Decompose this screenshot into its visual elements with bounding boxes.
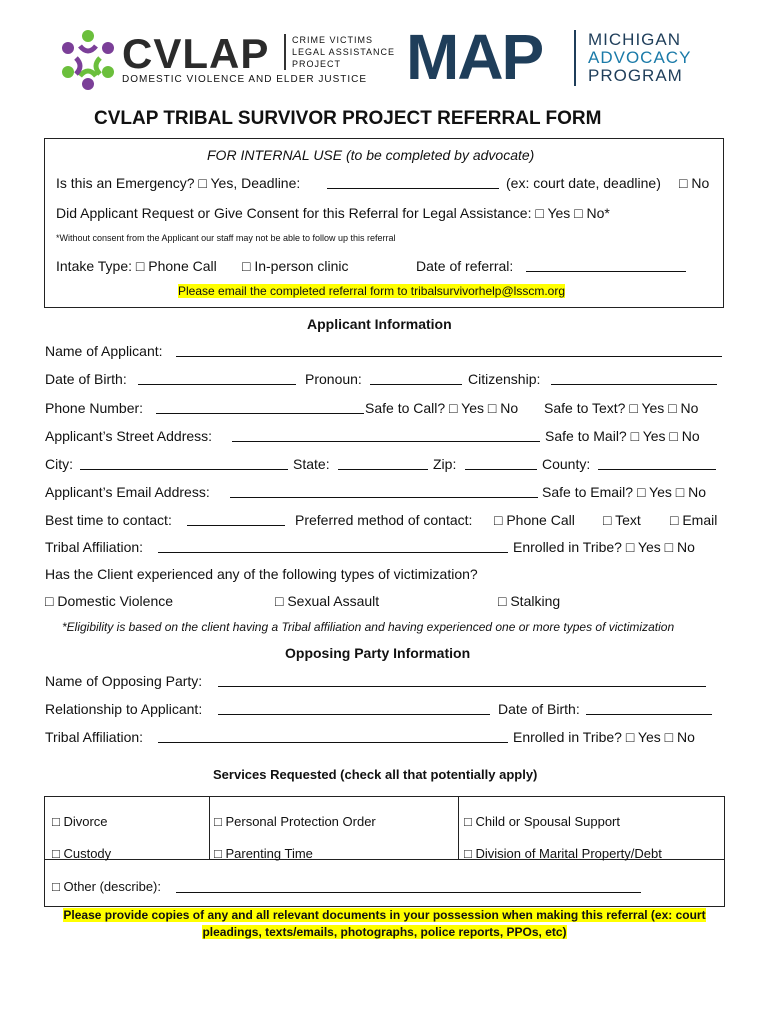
services-heading: Services Requested (check all that potentially apply) (213, 767, 538, 782)
opposing-dob-field[interactable] (586, 702, 712, 715)
opposing-tribal-field[interactable] (158, 730, 508, 743)
service-custody[interactable]: □ Custody (52, 846, 112, 861)
service-marital-property[interactable]: □ Division of Marital Property/Debt (464, 846, 662, 861)
county-field[interactable] (598, 457, 716, 470)
emergency-hint: (ex: court date, deadline) (506, 175, 661, 191)
phone-field[interactable] (156, 401, 364, 414)
tribal-affiliation-label: Tribal Affiliation: (45, 539, 144, 555)
date-of-referral-label: Date of referral: (416, 258, 514, 274)
county-label: County: (542, 456, 591, 472)
intake-type-phone[interactable]: Intake Type: □ Phone Call (56, 258, 217, 274)
best-time-label: Best time to contact: (45, 512, 172, 528)
relationship-field[interactable] (218, 702, 490, 715)
map-logo (406, 21, 726, 93)
enrolled-in-tribe[interactable]: Enrolled in Tribe? □ Yes □ No (513, 539, 695, 555)
city-field[interactable] (80, 457, 288, 470)
citizenship-label: Citizenship: (468, 371, 541, 387)
safe-to-mail[interactable]: Safe to Mail? □ Yes □ No (545, 428, 700, 444)
map-line-3: PROGRAM (588, 66, 683, 85)
zip-field[interactable] (465, 457, 537, 470)
consent-question[interactable]: Did Applicant Request or Give Consent for this Referral for Legal Assistance: □ Yes □ No* (56, 205, 610, 221)
victimization-question: Has the Client experienced any of the following types of victimization? (45, 566, 478, 582)
method-phone-checkbox[interactable]: □ Phone Call (494, 512, 575, 528)
service-parenting-time[interactable]: □ Parenting Time (214, 846, 313, 861)
applicant-name-label: Name of Applicant: (45, 343, 163, 359)
stalking-checkbox[interactable]: □ Stalking (498, 593, 561, 609)
service-ppo[interactable]: □ Personal Protection Order (214, 814, 376, 829)
cvlap-wordmark: CVLAP (122, 30, 270, 77)
opposing-name-field[interactable] (218, 674, 706, 687)
opposing-tribal-label: Tribal Affiliation: (45, 729, 144, 745)
map-line-2: ADVOCACY (588, 48, 692, 67)
consent-note: *Without consent from the Applicant our staff may not be able to follow up this referral (56, 233, 396, 243)
service-divorce[interactable]: □ Divorce (52, 814, 108, 829)
zip-label: Zip: (433, 456, 457, 472)
cvlap-tagline: DOMESTIC VIOLENCE AND ELDER JUSTICE (122, 74, 368, 85)
internal-heading: FOR INTERNAL USE (to be completed by advocate) (207, 147, 535, 163)
sexual-assault-checkbox[interactable]: □ Sexual Assault (275, 593, 380, 609)
state-label: State: (293, 456, 330, 472)
email-field[interactable] (230, 485, 538, 498)
pronoun-field[interactable] (370, 372, 462, 385)
dob-field[interactable] (138, 372, 296, 385)
map-wordmark: MAP (406, 21, 543, 93)
preferred-method-label: Preferred method of contact: (295, 512, 473, 528)
citizenship-field[interactable] (551, 372, 717, 385)
phone-label: Phone Number: (45, 400, 144, 416)
relationship-label: Relationship to Applicant: (45, 701, 203, 717)
service-other-field[interactable] (176, 880, 641, 893)
method-email-checkbox[interactable]: □ Email (670, 512, 718, 528)
cvlap-sub-3: PROJECT (292, 59, 342, 69)
date-of-referral-field[interactable] (526, 259, 686, 272)
opposing-enrolled[interactable]: Enrolled in Tribe? □ Yes □ No (513, 729, 695, 745)
pronoun-label: Pronoun: (305, 371, 362, 387)
cvlap-logo (52, 24, 402, 96)
opposing-heading: Opposing Party Information (285, 645, 471, 661)
cvlap-sub-2: LEGAL ASSISTANCE (292, 47, 396, 57)
internal-use-box (44, 138, 724, 308)
tribal-affiliation-field[interactable] (158, 540, 508, 553)
cvlap-sub-1: CRIME VICTIMS (292, 35, 374, 45)
email-note: Please email the completed referral form to tribalsurvivorhelp@lsscm.org (178, 284, 565, 298)
state-field[interactable] (338, 457, 428, 470)
service-other-label[interactable]: □ Other (describe): (52, 879, 161, 894)
applicant-name-field[interactable] (176, 344, 722, 357)
eligibility-note: *Eligibility is based on the client having a Tribal affiliation and having experienced one or more types of victimization (62, 620, 675, 634)
map-line-1: MICHIGAN (588, 30, 681, 49)
emergency-no-checkbox[interactable]: □ No (679, 175, 710, 191)
emergency-question: Is this an Emergency? □ Yes, Deadline: (56, 175, 301, 191)
domestic-violence-checkbox[interactable]: □ Domestic Violence (45, 593, 174, 609)
service-child-support[interactable]: □ Child or Spousal Support (464, 814, 620, 829)
opposing-name-label: Name of Opposing Party: (45, 673, 203, 689)
street-field[interactable] (232, 429, 540, 442)
best-time-field[interactable] (187, 513, 285, 526)
applicant-heading: Applicant Information (307, 316, 452, 332)
deadline-field[interactable] (327, 176, 499, 189)
opposing-dob-label: Date of Birth: (498, 701, 580, 717)
form-title: CVLAP TRIBAL SURVIVOR PROJECT REFERRAL FORM (94, 108, 602, 129)
method-text-checkbox[interactable]: □ Text (603, 512, 641, 528)
city-label: City: (45, 456, 73, 472)
email-label: Applicant’s Email Address: (45, 484, 210, 500)
safe-to-email[interactable]: Safe to Email? □ Yes □ No (542, 484, 707, 500)
safe-to-text[interactable]: Safe to Text? □ Yes □ No (544, 400, 699, 416)
documents-note: Please provide copies of any and all relevant documents in your possession when making this referral (ex: court pleadings, texts/emails, photographs, police reports, PPOs, etc) (63, 908, 706, 939)
dob-label: Date of Birth: (45, 371, 127, 387)
intake-type-inperson[interactable]: □ In-person clinic (242, 258, 349, 274)
street-label: Applicant’s Street Address: (45, 428, 213, 444)
safe-to-call[interactable]: Safe to Call? □ Yes □ No (365, 400, 519, 416)
